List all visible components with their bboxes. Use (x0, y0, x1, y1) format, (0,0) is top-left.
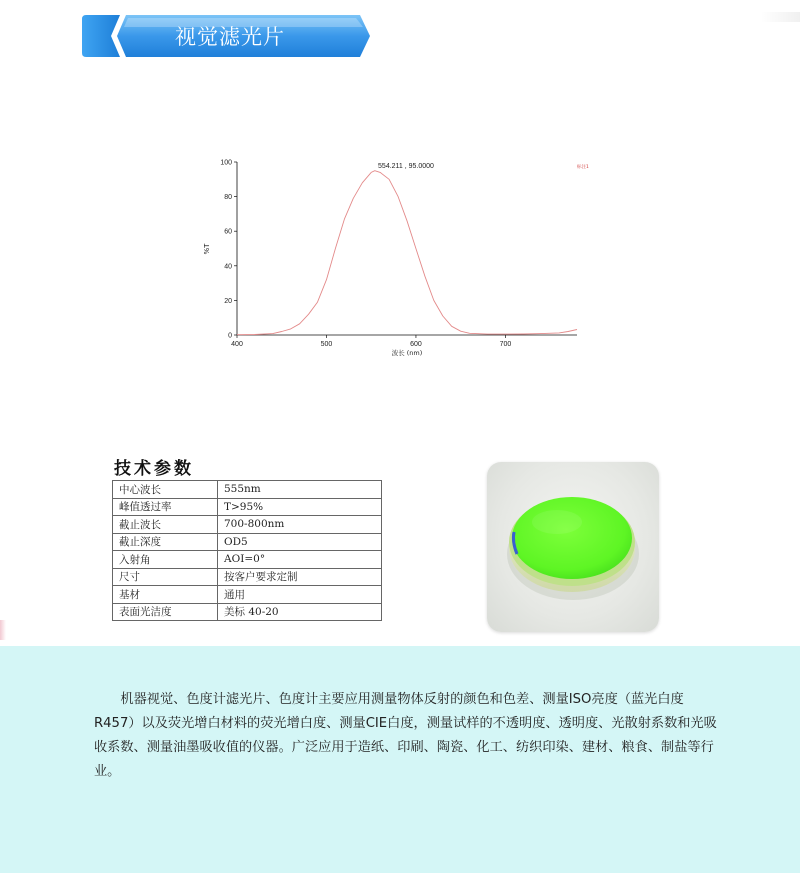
y-tick-label: 20 (224, 297, 232, 305)
spec-row (113, 533, 382, 551)
corner-label: 标注1 (577, 165, 589, 170)
spec-value: 700-800nm (218, 516, 382, 534)
spec-value: OD5 (218, 533, 382, 551)
spec-value: AOI=0° (218, 551, 382, 569)
spec-key: 尺寸 (113, 568, 218, 586)
filter-lens-image (487, 462, 659, 632)
x-axis-title: 波长 (nm) (391, 349, 423, 357)
corner-shadow (760, 12, 800, 22)
spec-value: 555nm (218, 481, 382, 499)
spec-key: 中心波长 (113, 481, 218, 499)
peak-annotation: 554.211 , 95.0000 (378, 163, 434, 170)
y-tick-label: 100 (220, 159, 232, 167)
spec-key: 基材 (113, 586, 218, 604)
spec-value: T>95% (218, 498, 382, 516)
y-tick-label: 80 (224, 194, 232, 202)
x-tick-label: 700 (499, 341, 512, 348)
transmission-line (237, 171, 577, 335)
edge-mark (0, 620, 6, 640)
chart-canvas (200, 152, 590, 364)
spec-key: 入射角 (113, 551, 218, 569)
spec-key: 峰值透过率 (113, 498, 218, 516)
spec-table (112, 480, 382, 621)
spec-value: 按客户要求定制 (218, 568, 382, 586)
spec-row (113, 498, 382, 516)
spec-row (113, 603, 382, 621)
spec-key: 截止波长 (113, 516, 218, 534)
spec-value: 美标 40-20 (218, 603, 382, 621)
spec-row (113, 568, 382, 586)
x-tick-label: 600 (410, 341, 422, 348)
spec-key: 表面光洁度 (113, 603, 218, 621)
x-tick-label: 400 (231, 341, 243, 348)
page-title: 视觉滤光片 (175, 25, 285, 49)
section-banner (80, 13, 372, 59)
spec-key: 截止深度 (113, 533, 218, 551)
spec-row (113, 516, 382, 534)
y-tick-label: 0 (228, 332, 232, 340)
description-text: 机器视觉、色度计滤光片、色度计主要应用测量物体反射的颜色和色差、测量ISO亮度（蓝光白度R457）以及荧光增白材料的荧光增白度、测量CIE白度，测量试样的不透明度、透明度、光散射系数和光吸收系数、测量油墨吸收值的仪器。广泛应用于造纸、印刷、陶瓷、化工、纺织印染、建材、粮食、制盐等行业。 (94, 692, 717, 779)
y-tick-label: 60 (224, 228, 232, 236)
x-tick-label: 500 (320, 341, 333, 348)
filter-photo (487, 462, 659, 632)
transmission-chart (200, 152, 590, 364)
spec-row (113, 586, 382, 604)
y-tick-label: 40 (224, 263, 232, 271)
spec-row (113, 481, 382, 499)
y-axis-title: %T (203, 243, 211, 255)
spec-row (113, 551, 382, 569)
spec-value: 通用 (218, 586, 382, 604)
spec-title: 技术参数 (114, 459, 194, 479)
